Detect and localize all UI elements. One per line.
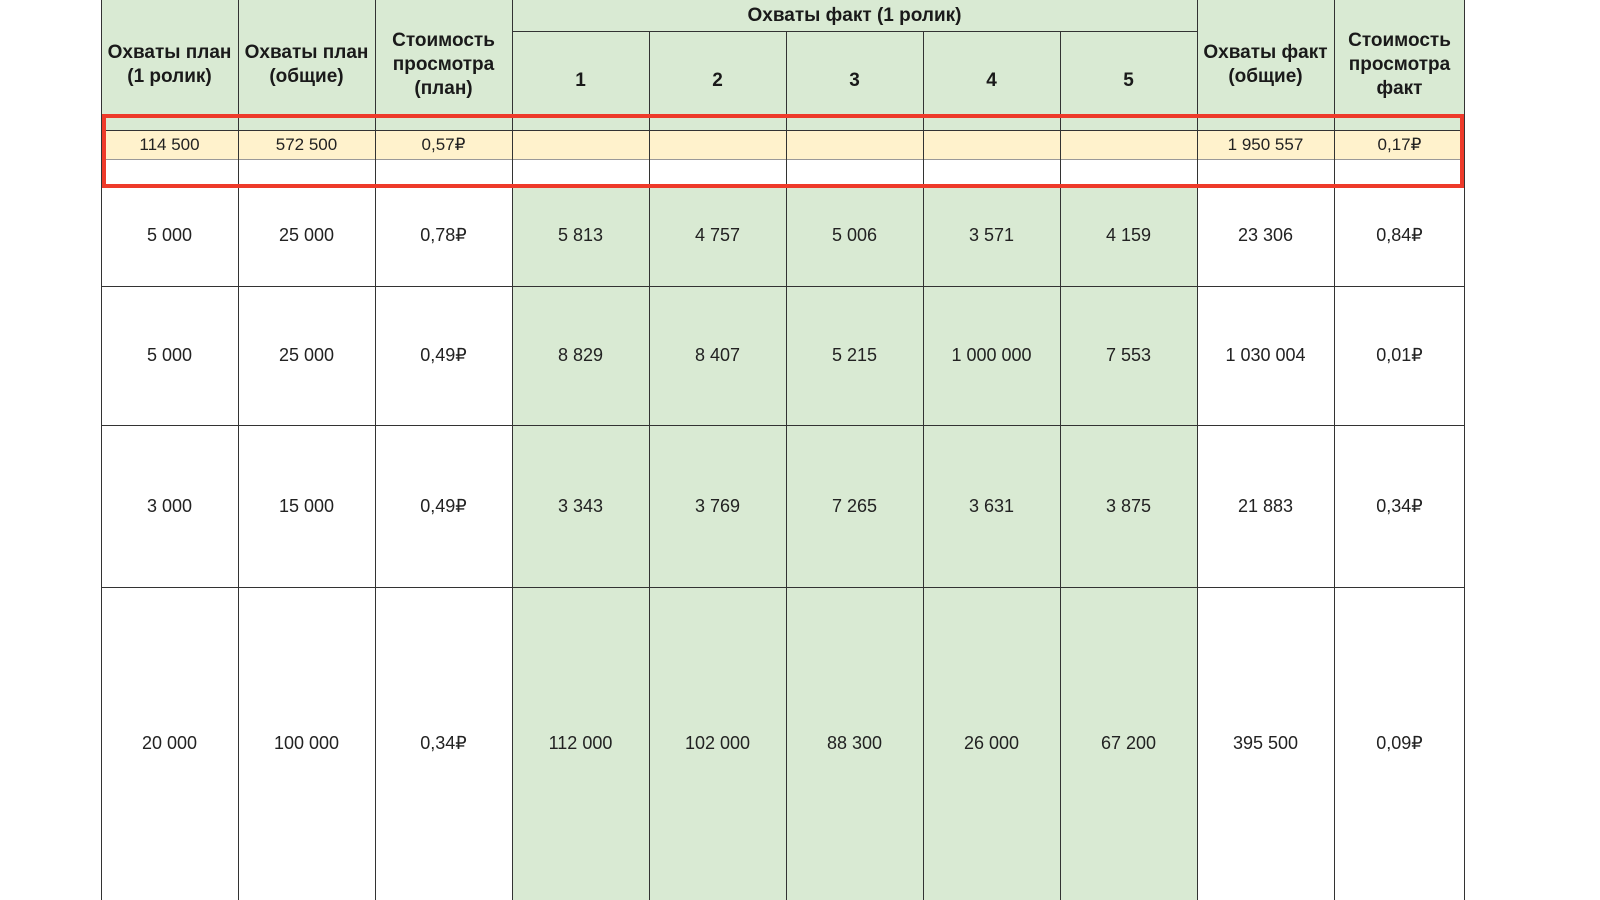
table-cell[interactable]: 3 769 <box>694 495 741 516</box>
summary-cell[interactable] <box>512 131 649 159</box>
spreadsheet <box>101 0 1465 900</box>
table-cell[interactable]: 3 571 <box>968 224 1015 245</box>
table-cell[interactable]: 25 000 <box>278 224 335 245</box>
summary-cell[interactable]: 572 500 <box>238 131 375 159</box>
table-cell[interactable]: 15 000 <box>278 495 335 516</box>
table-cell[interactable]: 5 000 <box>146 345 193 365</box>
table-cell[interactable]: 7 553 <box>1105 345 1152 365</box>
grid-line <box>101 130 1465 131</box>
grid-line <box>1334 0 1335 900</box>
table-cell[interactable]: 7 265 <box>831 495 878 516</box>
header-cell-cost-fact[interactable]: Стоимость просмотра факт <box>1334 0 1465 130</box>
grid-line <box>101 286 1465 287</box>
header-cell-video-3[interactable]: 3 <box>786 32 923 130</box>
grid-line <box>923 31 924 900</box>
table-cell[interactable]: 25 000 <box>278 345 335 365</box>
table-cell[interactable]: 0,01₽ <box>1376 345 1423 365</box>
table-cell[interactable]: 1 000 000 <box>951 345 1032 365</box>
header-cell-plan-total[interactable]: Охваты план (общие) <box>238 0 375 130</box>
grid-line <box>101 425 1465 426</box>
table-cell[interactable]: 4 159 <box>1105 224 1152 245</box>
summary-cell[interactable] <box>649 131 786 159</box>
table-cell[interactable]: 0,34₽ <box>1376 495 1423 516</box>
table-cell[interactable]: 100 000 <box>273 733 340 753</box>
table-cell[interactable]: 26 000 <box>963 733 1020 753</box>
table-cell[interactable]: 112 000 <box>548 733 613 753</box>
header-cell-fact-total[interactable]: Охваты факт (общие) <box>1197 0 1334 130</box>
table-cell[interactable]: 102 000 <box>684 733 751 753</box>
table-cell[interactable]: 21 883 <box>1237 495 1294 516</box>
table-cell[interactable]: 0,34₽ <box>420 733 467 753</box>
table-cell[interactable]: 3 000 <box>146 495 193 516</box>
table-cell[interactable]: 5 215 <box>831 345 878 365</box>
table-cell[interactable]: 395 500 <box>1232 733 1299 753</box>
grid-line <box>786 31 787 900</box>
grid-line <box>238 0 239 900</box>
table-cell[interactable]: 5 000 <box>146 224 193 245</box>
header-cell-video-2[interactable]: 2 <box>649 32 786 130</box>
table-cell[interactable]: 23 306 <box>1237 224 1294 245</box>
header-cell-video-4[interactable]: 4 <box>923 32 1060 130</box>
table-cell[interactable]: 8 407 <box>694 345 741 365</box>
table-cell[interactable]: 5 006 <box>831 224 878 245</box>
table-cell[interactable]: 3 875 <box>1105 495 1152 516</box>
header-cell-plan-per-video[interactable]: Охваты план (1 ролик) <box>101 0 238 130</box>
table-cell[interactable]: 8 829 <box>557 345 604 365</box>
table-cell[interactable]: 0,09₽ <box>1376 733 1423 753</box>
grid-line <box>375 0 376 900</box>
table-cell[interactable]: 3 343 <box>557 495 604 516</box>
header-cell-video-1[interactable]: 1 <box>512 32 649 130</box>
grid-line <box>1060 31 1061 900</box>
grid-line <box>101 0 102 900</box>
summary-cell[interactable]: 0,17₽ <box>1334 131 1465 159</box>
table-cell[interactable]: 0,49₽ <box>420 495 467 516</box>
grid-line <box>512 31 1197 32</box>
table-cell[interactable]: 20 000 <box>141 733 198 753</box>
grid-line <box>1464 0 1465 900</box>
header-group-fact-per-video[interactable]: Охваты факт (1 ролик) <box>512 0 1197 32</box>
grid-line <box>1197 0 1198 900</box>
grid-line <box>649 31 650 900</box>
grid-line <box>512 0 513 900</box>
summary-cell[interactable] <box>1060 131 1197 159</box>
summary-cell[interactable] <box>923 131 1060 159</box>
summary-cell[interactable]: 1 950 557 <box>1197 131 1334 159</box>
table-cell[interactable]: 67 200 <box>1100 733 1157 753</box>
table-cell[interactable]: 0,84₽ <box>1376 224 1423 245</box>
table-cell[interactable]: 1 030 004 <box>1225 345 1306 365</box>
header-cell-video-5[interactable]: 5 <box>1060 32 1197 130</box>
grid-line <box>101 587 1465 588</box>
table-cell[interactable]: 0,78₽ <box>420 224 467 245</box>
table-cell[interactable]: 88 300 <box>826 733 883 753</box>
header-cell-cost-plan[interactable]: Стоимость просмотра (план) <box>375 0 512 130</box>
table-cell[interactable]: 0,49₽ <box>420 345 467 365</box>
summary-cell[interactable] <box>786 131 923 159</box>
summary-cell[interactable]: 0,57₽ <box>375 131 512 159</box>
table-cell[interactable]: 4 757 <box>694 224 741 245</box>
table-cell[interactable]: 5 813 <box>557 224 604 245</box>
table-cell[interactable]: 3 631 <box>968 495 1015 516</box>
grid-line <box>101 159 1465 160</box>
summary-cell[interactable]: 114 500 <box>101 131 238 159</box>
